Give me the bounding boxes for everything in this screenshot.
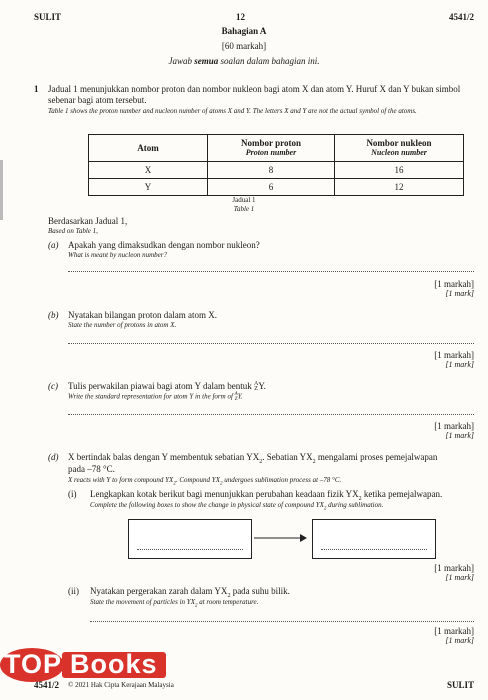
qb-text-en: State the number of protons in atom X. xyxy=(68,321,177,329)
marks-en: [1 mark] xyxy=(445,360,474,369)
qdi-text-en: Complete the following boxes to show the change in physical state of compound $YX_2$ during sublimation. xyxy=(90,501,384,512)
state-box-final[interactable] xyxy=(312,519,436,559)
qc-text-ms: Tulis perwakilan piawai bagi atom Y dalam bentuk A ZY. xyxy=(68,380,266,392)
state-box-initial[interactable] xyxy=(128,519,252,559)
qdii-label: (ii) xyxy=(68,586,79,596)
answer-line-a[interactable] xyxy=(68,271,474,272)
qd-text-ms-cont: pada –78 °C. xyxy=(68,464,115,474)
question-number: 1 xyxy=(34,84,39,94)
qd-text-ms: X bertindak balas dengan Y membentuk sebatian $YX_2$. Sebatian $YX_2$ mengalami proses pemejalwapan xyxy=(68,452,438,465)
marks-ms: [1 markah] xyxy=(434,279,474,289)
col-nucleon: Nombor nukleon Nucleon number xyxy=(335,135,464,162)
qc-text-en: Write the standard representation for atom Y in the form of A ZY. xyxy=(68,392,243,402)
qd-text-en: X reacts with Y to form compound $YX_2$. Compound $YX_2$ undergoes sublimation process at –78 °C. xyxy=(68,476,342,487)
qb-label: (b) xyxy=(48,310,59,320)
marks-ms: [1 markah] xyxy=(434,350,474,360)
marks-ms: [1 markah] xyxy=(434,563,474,573)
answer-line-b[interactable] xyxy=(68,343,474,344)
page-number: 12 xyxy=(236,12,245,22)
qdii-text-ms: Nyatakan pergerakan zarah dalam $YX_2$ pada suhu bilik. xyxy=(90,586,290,599)
answer-line-dii[interactable] xyxy=(90,621,474,622)
section-instruction: Jawab semua soalan dalam bahagian ini. xyxy=(168,56,320,66)
qdi-text-ms: Lengkapkan kotak berikut bagi menunjukkan perubahan keadaan fizik $YX_2$ ketika pemejalwapan. xyxy=(90,489,443,502)
qdii-text-en: State the movement of particles in $YX_2$ at room temperature. xyxy=(90,598,259,609)
based-on-ms: Berdasarkan Jadual 1, xyxy=(48,216,128,226)
q1-intro-en: Table 1 shows the proton number and nucleon number of atoms X and Y. The letters X and Y are not the actual symbol of the atoms. xyxy=(48,107,417,115)
qa-text-en: What is meant by nucleon number? xyxy=(68,251,167,259)
table-caption-en: Table 1 xyxy=(233,205,255,213)
table-row: X 8 16 xyxy=(89,162,464,179)
logo-part-top: TOP xyxy=(4,649,63,679)
paper-code: 4541/2 xyxy=(448,12,474,22)
topbooks-logo xyxy=(0,646,175,684)
section-marks: [60 markah] xyxy=(221,41,267,51)
qb-text-ms: Nyatakan bilangan proton dalam atom X. xyxy=(68,310,217,320)
marks-en: [1 mark] xyxy=(445,636,474,645)
qa-label: (a) xyxy=(48,240,59,250)
arrow-right-icon xyxy=(254,532,308,544)
section-title: Bahagian A xyxy=(221,26,267,36)
header-sulit: SULIT xyxy=(34,12,62,22)
logo-part-books: Books xyxy=(70,649,158,679)
marks-en: [1 mark] xyxy=(445,431,474,440)
col-atom: Atom xyxy=(89,135,208,162)
footer-sulit: SULIT xyxy=(446,680,474,690)
footer-code: 4541/2 xyxy=(34,680,60,690)
footer-copyright: © 2021 Hak Cipta Kerajaan Malaysia xyxy=(68,681,174,689)
answer-line-c[interactable] xyxy=(68,414,474,415)
table-row: Y 6 12 xyxy=(89,179,464,196)
based-on-en: Based on Table 1, xyxy=(48,227,98,235)
q1-intro-ms: Jadual 1 menunjukkan nombor proton dan nombor nukleon bagi atom X dan atom Y. Huruf X dan Y bukan simbol sebenar bagi atom tersebut. xyxy=(48,84,461,105)
marks-ms: [1 markah] xyxy=(434,421,474,431)
qa-text-ms: Apakah yang dimaksudkan dengan nombor nukleon? xyxy=(68,240,260,250)
marks-en: [1 mark] xyxy=(445,289,474,298)
marks-en: [1 mark] xyxy=(445,573,474,582)
table-caption-ms: Jadual 1 xyxy=(232,196,256,204)
qc-label: (c) xyxy=(48,381,58,391)
qdi-label: (i) xyxy=(68,489,77,499)
qd-label: (d) xyxy=(48,452,59,462)
col-proton: Nombor proton Proton number xyxy=(208,135,335,162)
atom-table xyxy=(88,134,464,196)
marks-ms: [1 markah] xyxy=(434,626,474,636)
